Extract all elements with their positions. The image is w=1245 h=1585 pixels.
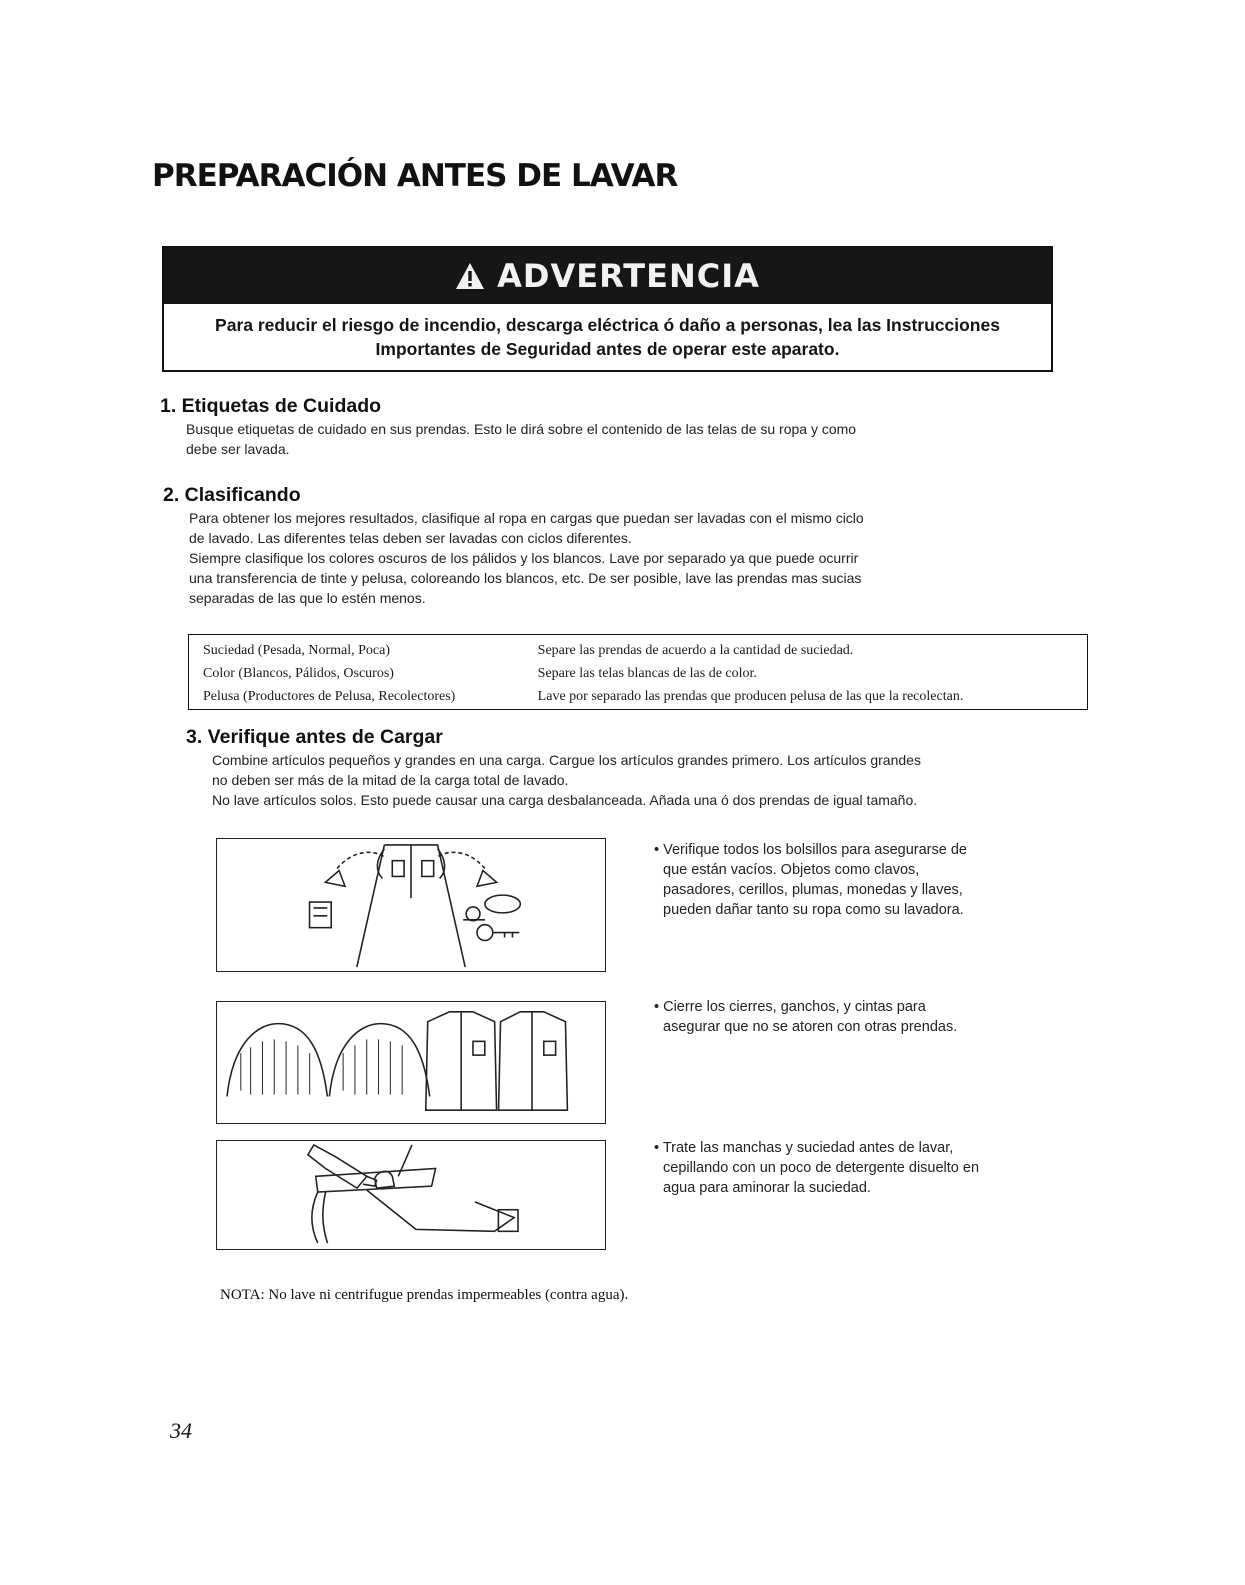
check-line: • Verifique todos los bolsillos para asegurarse de [654,842,967,858]
body-line: debe ser lavada. [186,441,290,457]
warning-band [164,248,1051,304]
check-line: pasadores, cerillos, plumas, monedas y llaves, [663,882,963,898]
table-cell-instruction: Separe las prendas de acuerdo a la cantidad de suciedad. [537,642,854,658]
table-row [189,663,1088,686]
table-cell-category: Suciedad (Pesada, Normal, Poca) [203,642,390,658]
check-line: asegurar que no se atoren con otras prendas. [663,1019,958,1035]
table-row [189,635,1088,663]
check-text-pockets [654,840,1054,920]
body-line: una transferencia de tinte y pelusa, coloreando los blancos, etc. De ser posible, lave las prendas mas sucias [189,570,862,586]
page-number: 34 [170,1418,192,1443]
body-line: de lavado. Las diferentes telas deben ser lavadas con ciclos diferentes. [189,530,632,546]
section-check-before-loading [186,726,921,810]
check-line: agua para aminorar la suciedad. [663,1180,871,1196]
section-heading: 3. Verifique antes de Cargar [186,726,443,748]
stain-pretreat-illustration [216,1140,606,1250]
table-cell-category: Color (Blancos, Pálidos, Oscuros) [203,666,394,682]
section-sorting [163,484,864,608]
check-text-zippers [654,997,1054,1037]
sorting-table [188,634,1088,710]
check-line: cepillando con un poco de detergente disuelto en [663,1160,980,1176]
warning-line-1: Para reducir el riesgo de incendio, descarga eléctrica ó daño a personas, lea las Instrucciones [215,315,1000,335]
check-line: • Cierre los cierres, ganchos, y cintas para [654,999,926,1015]
warning-heading: ADVERTENCIA [497,257,760,295]
body-line: No lave artículos solos. Esto puede causar una carga desbalanceada. Añada una ó dos prendas de igual tamaño. [212,792,918,808]
check-line: • Trate las manchas y suciedad antes de lavar, [654,1140,954,1156]
warning-text [180,313,1035,361]
section-heading: 1. Etiquetas de Cuidado [160,395,382,417]
pants-pockets-illustration [216,838,606,972]
check-line: pueden dañar tanto su ropa como su lavadora. [663,902,964,918]
body-line: Siempre clasifique los colores oscuros de los pálidos y los blancos. Lave por separado ya que puede ocurrir [189,550,859,566]
body-line: no deben ser más de la mitad de la carga total de lavado. [212,772,569,788]
warning-line-2: Importantes de Seguridad antes de operar este aparato. [375,339,840,359]
body-line: separadas de las que lo estén menos. [189,590,426,606]
section-body [189,508,864,608]
warning-box [162,246,1053,372]
section-body [212,750,921,810]
check-line: que están vacíos. Objetos como clavos, [663,862,920,878]
table-cell-instruction: Lave por separado las prendas que producen pelusa de las que la recolectan. [537,689,964,705]
zippers-shirts-illustration [216,1001,606,1124]
body-line: Busque etiquetas de cuidado en sus prendas. Esto le dirá sobre el contenido de las telas de su ropa y como [186,421,857,437]
warning-triangle-icon [455,262,485,290]
section-body [186,419,856,459]
table-cell-instruction: Separe las telas blancas de las de color. [537,666,757,682]
note-text: NOTA: No lave ni centrifugue prendas impermeables (contra agua). [220,1287,629,1303]
body-line: Para obtener los mejores resultados, clasifique al ropa en cargas que puedan ser lavadas con el mismo ciclo [189,510,864,526]
table-cell-category: Pelusa (Productores de Pelusa, Recolectores) [203,689,456,705]
section-heading: 2. Clasificando [163,484,301,506]
table-row [189,686,1088,710]
section-care-labels [160,395,856,459]
body-line: Combine artículos pequeños y grandes en una carga. Cargue los artículos grandes primero. Los artículos grandes [212,752,921,768]
check-text-stains [654,1138,1054,1198]
page-title: PREPARACIÓN ANTES DE LAVAR [152,158,678,194]
